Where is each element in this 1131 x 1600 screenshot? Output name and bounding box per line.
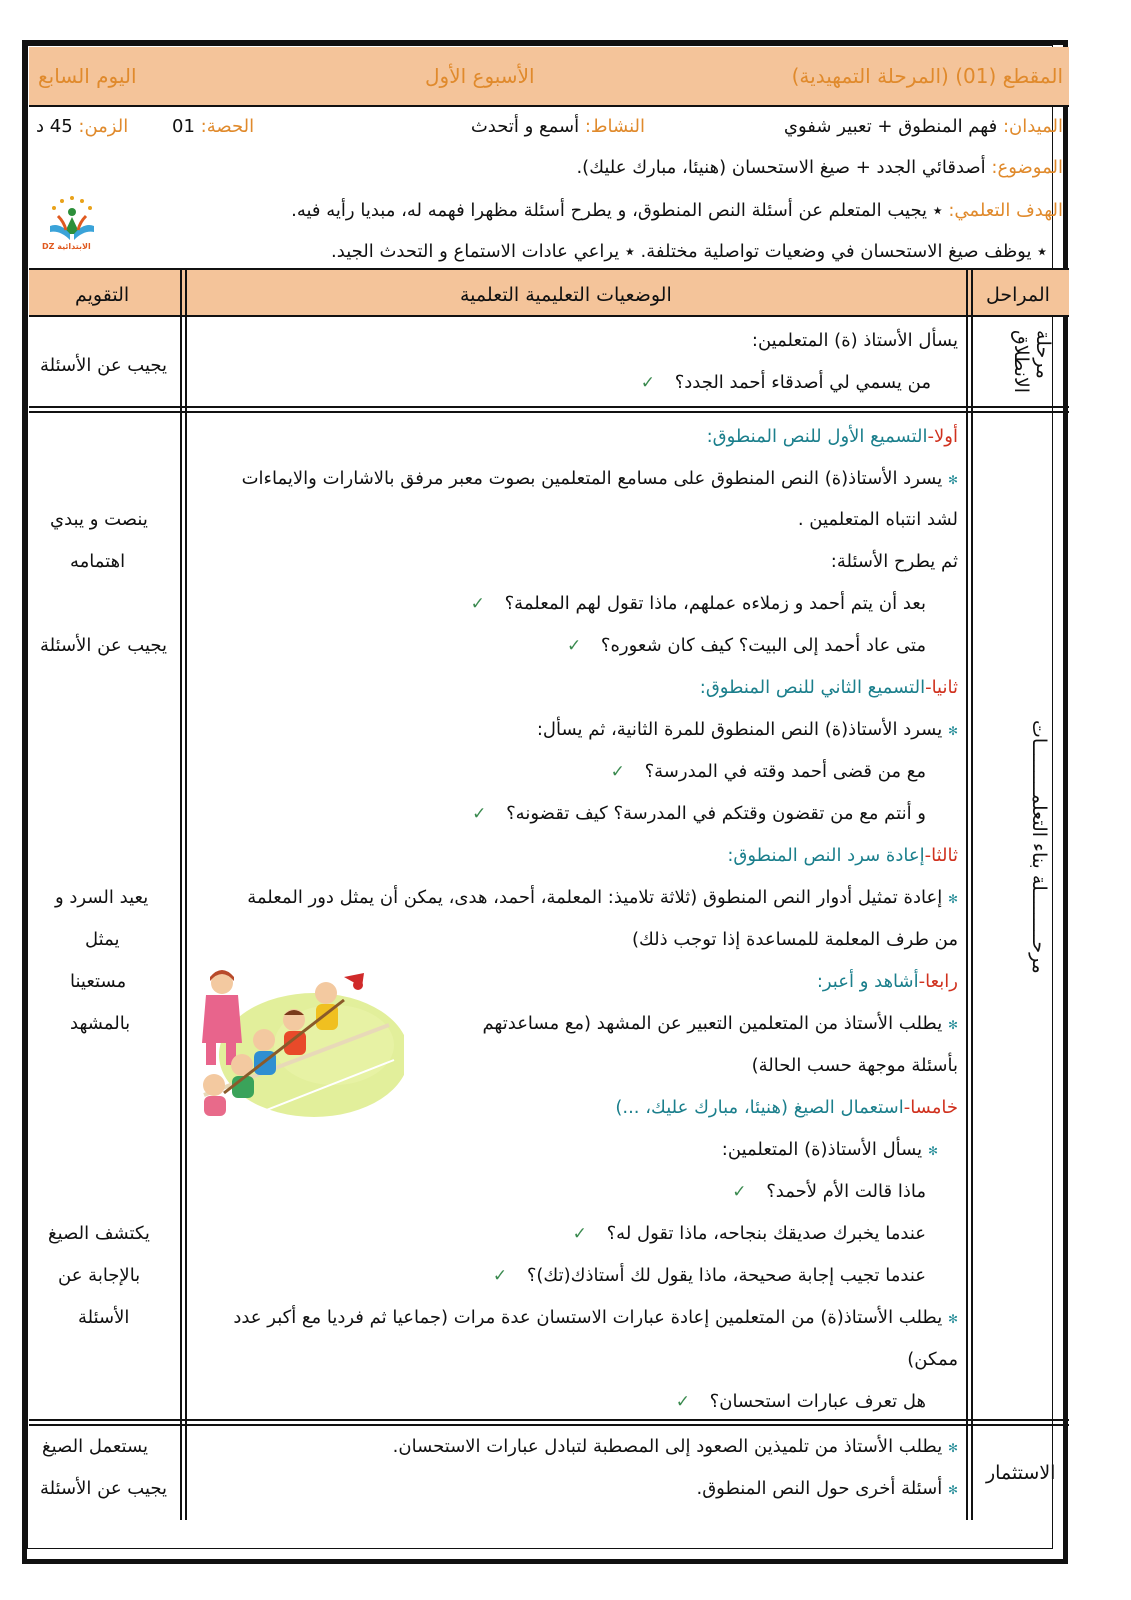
s1-heading: أولا-التسميع الأول للنص المنطوق: — [706, 426, 958, 447]
s1-p1: ✻ يسرد الأستاذ(ة) النص المنطوق على مسامع المتعلمين بصوت معبر مرفق بالاشارات والايماءات — [241, 468, 958, 489]
s1-p2: لشد انتباه المتعلمين . — [797, 509, 958, 530]
check-icon: ✓ — [675, 1392, 690, 1412]
topic-label: الموضوع: — [991, 157, 1063, 178]
check-icon: ✓ — [470, 594, 485, 614]
build-eval-3a: يعيد السرد و — [55, 887, 149, 908]
field-row — [784, 116, 1063, 138]
build-eval-4b: بالإجابة عن — [58, 1265, 141, 1286]
s1-q1: بعد أن يتم أحمد و زملاءه عملهم، ماذا تقول لهم المعلمة؟ ✓ — [470, 593, 926, 614]
s1-q2: متى عاد أحمد إلى البيت؟ كيف كان شعوره؟ ✓ — [566, 635, 926, 656]
s5-q4: هل تعرف عبارات استحسان؟ ✓ — [675, 1391, 926, 1412]
s2-p1: ✻ يسرد الأستاذ(ة) النص المنطوق للمرة الثانية، ثم يسأل: — [536, 719, 958, 740]
launch-line1: يسأل الأستاذ (ة) المتعلمين: — [751, 330, 958, 351]
s5-p3: ممكن) — [907, 1349, 958, 1370]
topic-value: أصدقائي الجدد + صيغ الاستحسان (هنيئا، مبارك عليك). — [576, 157, 986, 178]
build-eval-3c: مستعينا — [70, 971, 127, 992]
s5-q3: عندما تجيب إجابة صحيحة، ماذا يقول لك أستاذك(تك)؟ ✓ — [492, 1265, 926, 1286]
build-eval-3d: بالمشهد — [70, 1013, 131, 1034]
s5-q1: ماذا قالت الأم لأحمد؟ ✓ — [732, 1181, 926, 1202]
bullet-icon: ✻ — [947, 1018, 958, 1032]
check-icon: ✓ — [610, 762, 625, 782]
s5-heading: خامسا-استعمال الصيغ (هنيئا، مبارك عليك، ...) — [615, 1097, 958, 1118]
s1-p3: ثم يطرح الأسئلة: — [830, 551, 958, 572]
bullet-icon: ✻ — [947, 1312, 958, 1326]
session-row — [172, 116, 254, 138]
children-playing-icon — [194, 965, 404, 1125]
check-icon: ✓ — [640, 373, 655, 393]
s2-q1: مع من قضى أحمد وقته في المدرسة؟ ✓ — [610, 761, 926, 782]
tug-of-war-illustration — [194, 965, 404, 1125]
invest-eval-1: يستعمل الصيغ — [42, 1436, 149, 1457]
activity-label: النشاط: — [584, 116, 645, 137]
s2-q2: و أنتم مع من تقضون وقتكم في المدرسة؟ كيف تقضونه؟ ✓ — [472, 803, 926, 824]
col-situations: الوضعيات التعليمية التعلمية — [460, 284, 672, 306]
check-icon: ✓ — [492, 1266, 508, 1286]
phase-build: مرحـــــــــلة بناء التعلمـــــــــات — [1028, 720, 1050, 974]
bullet-icon: ✻ — [927, 1144, 938, 1158]
bullet-icon: ✻ — [947, 892, 958, 906]
header-segment: المقطع (01) (المرحلة التمهيدية) — [791, 64, 1063, 88]
session-label: الحصة: — [200, 116, 255, 137]
col-eval: التقويم — [75, 284, 130, 306]
time-row — [36, 116, 128, 138]
build-eval-3b: يمثل — [85, 929, 120, 950]
check-icon: ✓ — [566, 636, 582, 656]
s5-q2: عندما يخبرك صديقك بنجاحه، ماذا تقول له؟ ✓ — [572, 1223, 926, 1244]
col-phases: المراحل — [986, 284, 1050, 306]
build-eval-4a: يكتشف الصيغ — [48, 1223, 150, 1244]
goal-1: ٭ يجيب المتعلم عن أسئلة النص المنطوق، و يطرح أسئلة مظهرا فهمه له، مبديا رأيه فيه. — [291, 200, 943, 221]
s3-heading: ثالثا-إعادة سرد النص المنطوق: — [727, 845, 958, 866]
goal-row — [291, 200, 1063, 222]
activity-value: أسمع و أتحدث — [470, 116, 580, 137]
s5-p2: ✻ يطلب الأستاذ(ة) من المتعلمين إعادة عبارات الاستسان عدة مرات (جماعيا ثم فرديا مع أكبر عدد — [233, 1307, 958, 1328]
build-eval-1b: اهتمامه — [70, 551, 126, 572]
s2-heading: ثانيا-التسميع الثاني للنص المنطوق: — [699, 677, 958, 698]
phase-invest: الاستثمار — [986, 1462, 1056, 1484]
launch-eval: يجيب عن الأسئلة — [40, 355, 168, 376]
build-eval-2: يجيب عن الأسئلة — [40, 635, 168, 656]
session-value: 01 — [172, 116, 195, 137]
bullet-icon: ✻ — [947, 1483, 958, 1497]
s4-p1: ✻ يطلب الأستاذ من المتعلمين التعبير عن المشهد (مع مساعدتهم — [482, 1013, 958, 1034]
header-day: اليوم السابع — [38, 64, 137, 88]
phase-launch: مرحلة الانطلاق — [1010, 330, 1054, 394]
invest-eval-2: يجيب عن الأسئلة — [40, 1478, 168, 1499]
s5-p1: ✻ يسأل الأستاذ(ة) المتعلمين: — [721, 1139, 938, 1160]
header-week: الأسبوع الأول — [425, 64, 535, 88]
logo-text: DZ الابتدائية — [42, 242, 91, 251]
check-icon: ✓ — [732, 1182, 747, 1202]
activity-row — [471, 116, 645, 138]
bullet-icon: ✻ — [947, 724, 958, 738]
school-logo — [40, 192, 104, 258]
s3-p1: ✻ إعادة تمثيل أدوار النص المنطوق (ثلاثة تلاميذ: المعلمة، أحمد، هدى، يمكن أن يمثل دور المعلمة — [247, 887, 958, 908]
field-label: الميدان: — [1002, 116, 1063, 137]
invest-p2: ✻ أسئلة أخرى حول النص المنطوق. — [696, 1478, 958, 1499]
time-label: الزمن: — [78, 116, 129, 137]
time-value: 45 د — [36, 116, 73, 137]
goal-label: الهدف التعلمي: — [948, 200, 1063, 221]
field-value: فهم المنطوق + تعبير شفوي — [783, 116, 998, 137]
s4-p2: بأسئلة موجهة حسب الحالة) — [751, 1055, 958, 1076]
invest-p1: ✻ يطلب الأستاذ من تلميذين الصعود إلى المصطبة لتبادل عبارات الاستحسان. — [392, 1436, 958, 1457]
build-eval-1a: ينصت و يبدي — [50, 509, 148, 530]
s3-p2: من طرف المعلمة للمساعدة إذا توجب ذلك) — [631, 929, 958, 950]
bullet-icon: ✻ — [947, 1441, 958, 1455]
build-eval-4c: الأسئلة — [78, 1307, 130, 1328]
goal-2: ٭ يوظف صيغ الاستحسان في وضعيات تواصلية مختلفة. ٭ يراعي عادات الاستماع و التحدث الجيد. — [331, 241, 1047, 262]
s4-heading: رابعا-أشاهد و أعبر: — [816, 971, 958, 992]
topic-row — [576, 157, 1063, 179]
check-icon: ✓ — [472, 804, 487, 824]
check-icon: ✓ — [572, 1224, 587, 1244]
launch-q1: من يسمي لي أصدقاء أحمد الجدد؟ ✓ — [640, 372, 931, 393]
bullet-icon: ✻ — [947, 473, 958, 487]
